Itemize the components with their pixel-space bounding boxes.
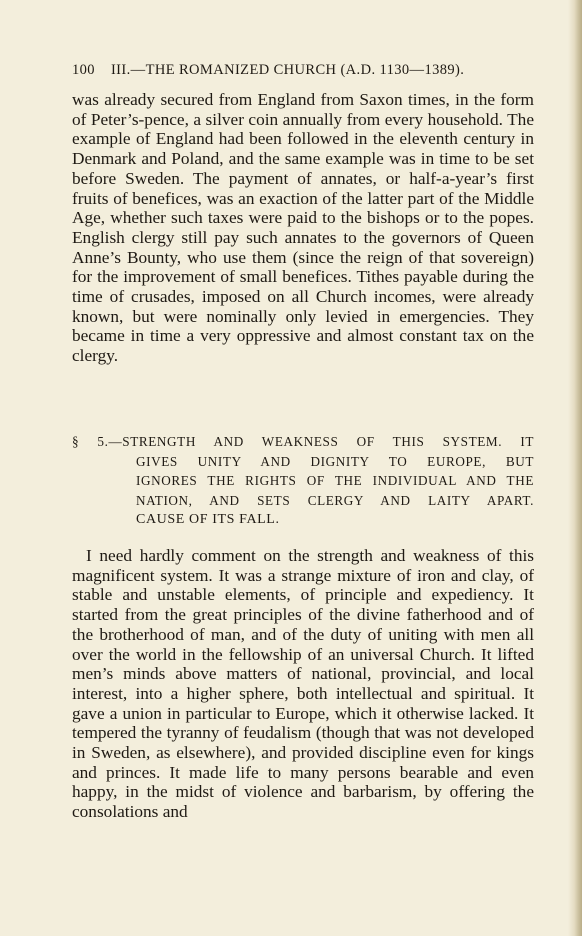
section-heading-line-1: § 5.—STRENGTH AND WEAKNESS OF THIS SYSTEM. IT [72,434,534,449]
body-paragraph-1: was already secured from England from Saxon times, in the form of Peter’s-pence, a silver coin annually from every household. The example of England had been followed in the eleventh century in Denmark and Poland, and the same example was in time to be set before Sweden. The payment of annates, or half-a-year’s first fruits of benefices, was an exaction of the latter part of the Middle Age, whether such taxes were paid to the bishops or to the popes. English clergy still pay such annates to the governors of Queen Anne’s Bounty, who use them (since the reign of that sovereign) for the improvement of small benefices. Tithes payable during the time of crusades, imposed on all Church incomes, were already known, but were nominally only levied in emergencies. They became in time a very oppressive and almost constant tax on the clergy. [72,90,534,366]
page-number: 100 [72,62,95,78]
body-paragraph-2-text: I need hardly comment on the strength and weakness of this magnificent system. It was a strange mixture of iron and clay, of stable and unstable elements, of principle and expediency. It started from the great principles of the divine fatherhood and of the brotherhood of man, and of the duty of uniting with men all over the world in the fellowship of an universal Church. It lifted men’s minds above matters of national, provincial, and local interest, into a higher sphere, both intellectual and spiritual. It gave a union in particular to Europe, which it otherwise lacked. It tempered the tyranny of feudalism (though that was not developed in Sweden, as elsewhere), and provided discipline even for kings and princes. It made life to many persons bearable and even happy, in the midst of violence and barbarism, by offering the consolations and [72,546,534,822]
section-heading-line-5: CAUSE OF ITS FALL. [136,512,280,527]
section-heading-line-3: IGNORES THE RIGHTS OF THE INDIVIDUAL AND THE [136,473,534,488]
body-paragraph-2 [72,546,534,822]
section-heading-line-2: GIVES UNITY AND DIGNITY TO EUROPE, BUT [136,453,534,469]
running-head [72,62,534,79]
page-edge [568,0,582,936]
section-heading-line-4: NATION, AND SETS CLERGY AND LAITY APART. [136,492,534,508]
section-heading [72,432,534,530]
running-head-title: III.—THE ROMANIZED CHURCH (A.D. 1130—1389). [110,62,465,78]
